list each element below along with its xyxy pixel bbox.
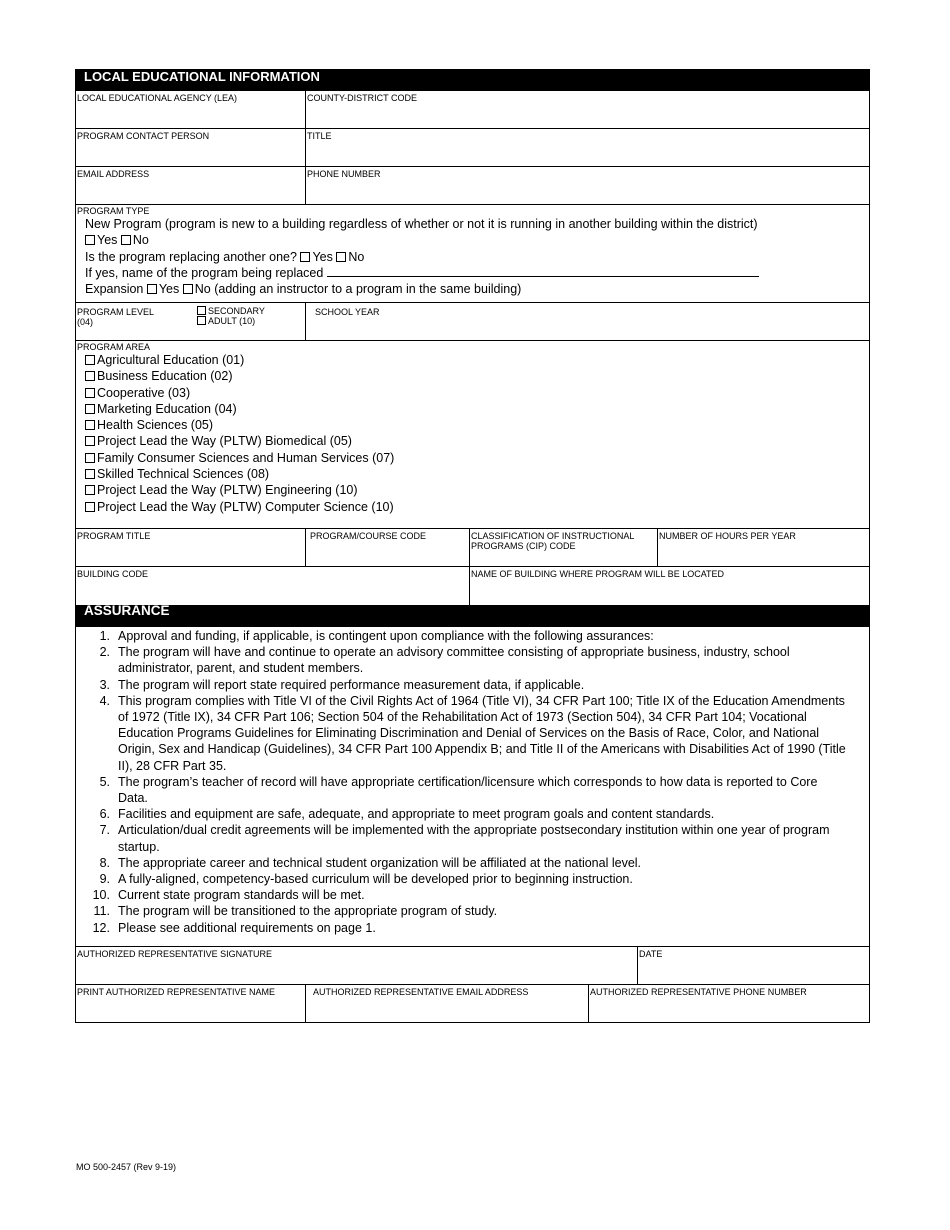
program-area-item[interactable]	[77, 368, 868, 384]
adult-checkbox[interactable]	[197, 316, 206, 325]
new-program-yes-checkbox[interactable]	[85, 235, 95, 245]
rep-name-field[interactable]	[76, 985, 305, 1022]
assurance-number: 4.	[99, 693, 110, 708]
replacing-yes-checkbox[interactable]	[300, 252, 310, 262]
lea-row	[75, 91, 870, 129]
assurance-text: Please see additional requirements on page 1.	[118, 920, 376, 935]
assurance-item	[76, 628, 869, 644]
marketing-checkbox[interactable]	[85, 404, 95, 414]
assurance-text: This program complies with Title VI of the Civil Rights Act of 1964 (Title VI), 34 CFR Part 100; Title IX of the Education Amendments of 1972 (Title IX), 34 CFR Part 106; Section 504 of the Rehabilitation Act of 1973 (Section 504), 34 CFR Part 104; Vocational Education Programs Guidelines for Eliminating Discrimination and Denial of Services on the Basis of Race, Color, and National Origin, Sex and Handicap (Guidelines), 34 CFR Part 100 Appendix B; and Title II of the Americans with Disabilities Act of 1990 (Title II), 28 CFR Part 35.	[118, 693, 846, 773]
contact-row	[75, 129, 870, 167]
email-field[interactable]	[76, 167, 305, 204]
expansion-yes-checkbox[interactable]	[147, 284, 157, 294]
assurance-item	[76, 920, 869, 936]
signature-row	[75, 947, 870, 985]
expansion-yes-label: Yes	[158, 282, 180, 297]
program-area-text: Project Lead the Way (PLTW) Computer Science (10)	[97, 499, 394, 514]
program-level-label: PROGRAM LEVEL	[77, 307, 155, 317]
building-code-field[interactable]	[76, 567, 469, 605]
contact-person-field[interactable]	[76, 129, 305, 166]
assurance-item	[76, 806, 869, 822]
signature-field[interactable]	[76, 947, 637, 984]
rep-email-label: AUTHORIZED REPRESENTATIVE EMAIL ADDRESS	[313, 987, 529, 997]
assurance-list	[76, 628, 869, 946]
building-name-label: NAME OF BUILDING WHERE PROGRAM WILL BE LOCATED	[471, 569, 725, 579]
date-label: DATE	[639, 949, 663, 959]
replaced-name-input[interactable]	[327, 265, 759, 277]
phone-label: PHONE NUMBER	[307, 169, 381, 179]
rep-phone-label: AUTHORIZED REPRESENTATIVE PHONE NUMBER	[590, 987, 807, 997]
assurance-item	[76, 822, 869, 854]
program-area-item[interactable]	[77, 352, 868, 368]
health-checkbox[interactable]	[85, 420, 95, 430]
program-area-text: Business Education (02)	[97, 369, 233, 384]
assurance-text: Articulation/dual credit agreements will be implemented with the appropriate postsecondary institution within one year of program startup.	[118, 823, 830, 854]
pltw-engineering-checkbox[interactable]	[85, 485, 95, 495]
expansion-label: Expansion	[85, 282, 144, 297]
assurance-number: 11.	[93, 904, 110, 919]
program-area-text: Health Sciences (05)	[97, 418, 214, 433]
assurance-text: Facilities and equipment are safe, adequate, and appropriate to meet program goals and content standards.	[118, 807, 715, 822]
program-type-section	[76, 205, 869, 302]
new-program-no-label: No	[132, 233, 149, 248]
adult-label: ADULT (10)	[208, 316, 256, 326]
replacing-yes-label: Yes	[312, 249, 333, 264]
program-area-item[interactable]	[77, 466, 868, 482]
secondary-checkbox[interactable]	[197, 306, 206, 315]
building-row	[75, 567, 870, 605]
program-type-label: PROGRAM TYPE	[77, 206, 150, 216]
pltw-computer-science-checkbox[interactable]	[85, 502, 95, 512]
program-title-label: PROGRAM TITLE	[77, 531, 151, 541]
school-year-field[interactable]	[305, 303, 869, 340]
assurance-number: 1.	[99, 629, 110, 643]
secondary-label: SECONDARY	[208, 306, 265, 316]
assurance-item	[76, 644, 869, 676]
course-code-label: PROGRAM/COURSE CODE	[310, 531, 427, 541]
program-area-section	[76, 341, 869, 528]
assurance-number: 12.	[92, 920, 110, 935]
replacing-question: Is the program replacing another one?	[85, 249, 297, 264]
building-name-field[interactable]	[469, 567, 869, 605]
replacing-no-checkbox[interactable]	[336, 252, 346, 262]
hours-label: NUMBER OF HOURS PER YEAR	[659, 531, 796, 541]
program-area-item[interactable]	[77, 433, 868, 449]
county-district-label: COUNTY-DISTRICT CODE	[307, 93, 418, 103]
assurance-item	[76, 774, 869, 806]
county-district-field[interactable]	[305, 91, 869, 128]
title-field[interactable]	[305, 129, 869, 166]
assurance-item	[76, 677, 869, 693]
agricultural-checkbox[interactable]	[85, 355, 95, 365]
form-number: MO 500-2457 (Rev 9-19)	[76, 1162, 177, 1172]
email-row	[75, 167, 870, 205]
program-area-text: Project Lead the Way (PLTW) Biomedical (05)	[97, 434, 352, 449]
pltw-biomedical-checkbox[interactable]	[85, 436, 95, 446]
date-field[interactable]	[637, 947, 869, 984]
local-educational-header: LOCAL EDUCATIONAL INFORMATION	[75, 69, 870, 91]
form	[75, 69, 870, 1023]
new-program-no-checkbox[interactable]	[121, 235, 131, 245]
assurance-text: The program will have and continue to operate an advisory committee consisting of appropriate business, industry, school administrator, parent, and student members.	[118, 645, 790, 676]
representative-row	[75, 985, 870, 1023]
program-area-text: Family Consumer Sciences and Human Services (07)	[97, 450, 395, 465]
assurance-number: 10.	[92, 888, 110, 903]
assurance-header: ASSURANCE	[75, 605, 870, 627]
assurance-item	[76, 903, 869, 919]
hours-field[interactable]	[657, 529, 869, 566]
assurance-text: The program will report state required performance measurement data, if applicable.	[118, 677, 585, 692]
new-program-text: New Program (program is new to a building regardless of whether or not it is running in another building within the district)	[85, 217, 758, 231]
program-area-row	[75, 341, 870, 529]
rep-email-field[interactable]	[305, 985, 588, 1022]
program-type-row	[75, 205, 870, 303]
assurance-number: 5.	[99, 774, 110, 789]
program-title-row	[75, 529, 870, 567]
contact-person-label: PROGRAM CONTACT PERSON	[77, 131, 210, 141]
program-area-label: PROGRAM AREA	[77, 342, 151, 352]
building-code-label: BUILDING CODE	[77, 569, 149, 579]
assurance-number: 2.	[99, 645, 110, 660]
rep-phone-field[interactable]	[588, 985, 869, 1022]
assurance-text: Current state program standards will be met.	[118, 888, 365, 903]
lea-label: LOCAL EDUCATIONAL AGENCY (LEA)	[77, 93, 238, 103]
assurance-text: A fully-aligned, competency-based curriculum will be developed prior to beginning instruction.	[118, 872, 633, 887]
rep-name-label: PRINT AUTHORIZED REPRESENTATIVE NAME	[77, 987, 276, 997]
assurance-number: 3.	[99, 677, 110, 692]
cooperative-checkbox[interactable]	[85, 388, 95, 398]
school-year-label: SCHOOL YEAR	[315, 307, 380, 317]
program-area-item[interactable]	[77, 482, 868, 498]
assurance-section	[75, 627, 870, 947]
assurance-text: The appropriate career and technical student organization will be affiliated at the national level.	[118, 855, 642, 870]
business-checkbox[interactable]	[85, 371, 95, 381]
program-area-text: Cooperative (03)	[97, 385, 191, 400]
title-label: TITLE	[307, 131, 332, 141]
program-level-row	[75, 303, 870, 341]
program-area-item[interactable]	[77, 401, 868, 417]
program-level-code: (04)	[77, 317, 94, 327]
signature-label: AUTHORIZED REPRESENTATIVE SIGNATURE	[77, 949, 273, 959]
family-consumer-checkbox[interactable]	[85, 453, 95, 463]
assurance-number: 8.	[99, 855, 110, 870]
assurance-item	[76, 887, 869, 903]
program-level-section	[76, 303, 305, 340]
program-area-text: Skilled Technical Sciences (08)	[97, 467, 270, 482]
assurance-item	[76, 871, 869, 887]
assurance-number: 6.	[99, 807, 110, 822]
new-program-yes-label: Yes	[97, 233, 118, 248]
expansion-no-label: No (adding an instructor to a program in the same building)	[194, 282, 522, 297]
skilled-technical-checkbox[interactable]	[85, 469, 95, 479]
replaced-name-label: If yes, name of the program being replaced	[85, 265, 324, 280]
assurance-item	[76, 693, 869, 774]
assurance-number: 9.	[99, 872, 110, 887]
assurance-item	[76, 855, 869, 871]
program-area-item[interactable]	[77, 385, 868, 401]
cip-code-field[interactable]	[469, 529, 657, 566]
assurance-text: The program’s teacher of record will have appropriate certification/licensure which corresponds to how data is reported to Core Data.	[118, 774, 818, 806]
phone-field[interactable]	[305, 167, 869, 204]
expansion-no-checkbox[interactable]	[183, 284, 193, 294]
assurance-text: Approval and funding, if applicable, is contingent upon compliance with the following assurances:	[118, 629, 654, 643]
course-code-field[interactable]	[305, 529, 469, 566]
cip-code-label: CLASSIFICATION OF INSTRUCTIONAL PROGRAMS (CIP) CODE	[471, 531, 635, 551]
replacing-no-label: No	[348, 249, 365, 264]
program-area-text: Project Lead the Way (PLTW) Engineering (10)	[97, 483, 358, 498]
program-area-item[interactable]	[77, 499, 868, 515]
assurance-number: 7.	[99, 823, 110, 838]
program-area-text: Agricultural Education (01)	[97, 353, 245, 367]
program-title-field[interactable]	[76, 529, 305, 566]
program-area-item[interactable]	[77, 417, 868, 433]
assurance-text: The program will be transitioned to the appropriate program of study.	[118, 904, 498, 919]
lea-field[interactable]	[76, 91, 305, 128]
program-area-item[interactable]	[77, 450, 868, 466]
program-area-text: Marketing Education (04)	[97, 401, 237, 416]
email-label: EMAIL ADDRESS	[77, 169, 150, 179]
